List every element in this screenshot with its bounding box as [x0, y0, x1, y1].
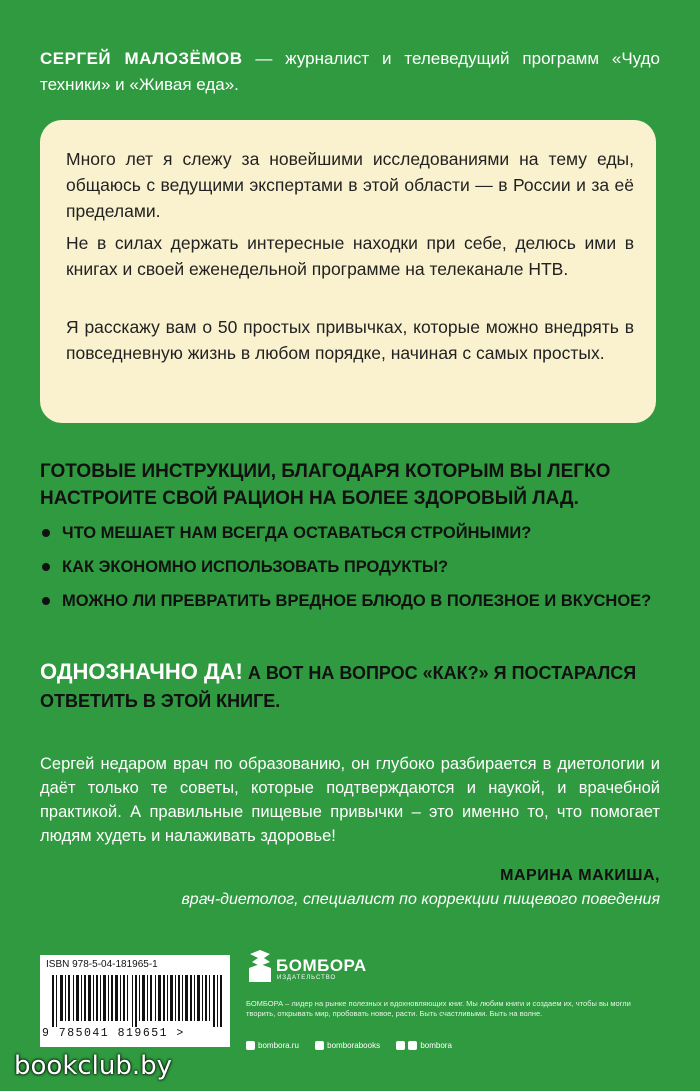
- web-icon: [246, 1041, 255, 1050]
- publisher-socials: [246, 1041, 666, 1050]
- review-text: Сергей недаром врач по образованию, он глубоко разбирается в диетологии и даёт только те советы, которые подтверждаются и наукой, и врачебной практикой. А правильные пищевые привычки – это именно то, что помогает людям худеть и налаживать здоровье!: [40, 755, 660, 845]
- social-link-site[interactable]: [246, 1041, 299, 1050]
- list-item: [40, 556, 660, 578]
- social-link-books[interactable]: [315, 1041, 380, 1050]
- barcode: [40, 955, 230, 1047]
- site-watermark: bookclub.by: [14, 1051, 173, 1081]
- author-name: СЕРГЕЙ МАЛОЗЁМОВ: [40, 49, 243, 68]
- list-item: [40, 522, 660, 544]
- list-item: [40, 590, 660, 612]
- publisher-subtitle: ИЗДАТЕЛЬСТВО: [277, 975, 337, 981]
- quote-paragraph-1: Много лет я слежу за новейшими исследованиями на тему еды, общаюсь с ведущими экспертами в этой области — в России и за её пределами.: [66, 149, 634, 221]
- author-bio: [40, 46, 660, 98]
- instagram-icon: [315, 1041, 324, 1050]
- list-item-text: МОЖНО ЛИ ПРЕВРАТИТЬ ВРЕДНОЕ БЛЮДО В ПОЛЕЗНОЕ И ВКУСНОЕ?: [62, 592, 652, 610]
- bullet-icon: [42, 597, 50, 605]
- quote-paragraph-3: Я расскажу вам о 50 простых привычках, которые можно внедрять в повседневную жизнь в любом порядке, начиная с самых простых.: [66, 317, 634, 363]
- telegram-icon: [408, 1041, 417, 1050]
- social-label: bombora.ru: [258, 1041, 299, 1050]
- reviewer-role: врач-диетолог, специалист по коррекции пищевого поведения: [181, 891, 660, 908]
- publisher-about: БОМБОРА – лидер на рынке полезных и вдохновляющих книг. Мы любим книги и создаем их, чтобы вы могли творить, открывать мир, пробовать новое, расти. Быть счастливыми. Быть на волне.: [246, 999, 631, 1018]
- bomb-logo-icon: [246, 950, 274, 984]
- question-list: [40, 522, 660, 624]
- lead-heading: ГОТОВЫЕ ИНСТРУКЦИИ, БЛАГОДАРЯ КОТОРЫМ ВЫ ЛЕГКО НАСТРОИТЕ СВОЙ РАЦИОН НА БОЛЕЕ ЗДОРОВЫЙ ЛАД.: [40, 461, 611, 509]
- social-link-vk[interactable]: [396, 1041, 452, 1050]
- vk-icon: [396, 1041, 405, 1050]
- isbn-label: ISBN 978-5-04-181965-1: [46, 959, 158, 970]
- author-quote-box: [40, 120, 656, 423]
- answer-highlight: ОДНОЗНАЧНО ДА!: [40, 659, 243, 684]
- publisher-name: БОМБОРА: [276, 956, 367, 975]
- list-item-text: КАК ЭКОНОМНО ИСПОЛЬЗОВАТЬ ПРОДУКТЫ?: [62, 558, 449, 576]
- social-label: bombora: [420, 1041, 452, 1050]
- answer-rest: А ВОТ НА ВОПРОС «КАК?» Я ПОСТАРАЛСЯ ОТВЕТИТЬ В ЭТОЙ КНИГЕ.: [40, 663, 637, 711]
- bullet-icon: [42, 563, 50, 571]
- reviewer-name: МАРИНА МАКИША,: [500, 867, 660, 884]
- answer-statement: [40, 658, 660, 715]
- list-item-text: ЧТО МЕШАЕТ НАМ ВСЕГДА ОСТАВАТЬСЯ СТРОЙНЫМИ?: [62, 524, 532, 542]
- quote-paragraph-2: Не в силах держать интересные находки при себе, делюсь ими в книгах и своей еженедельной программе на телеканале НТВ.: [66, 233, 634, 279]
- social-label: bomborabooks: [327, 1041, 381, 1050]
- bullet-icon: [42, 529, 50, 537]
- barcode-bars: [52, 975, 222, 1027]
- barcode-number: 9 785041 819651 >: [42, 1027, 185, 1040]
- author-description: — журналист и телеведущий программ «Чудо техники» и «Живая еда».: [40, 49, 660, 94]
